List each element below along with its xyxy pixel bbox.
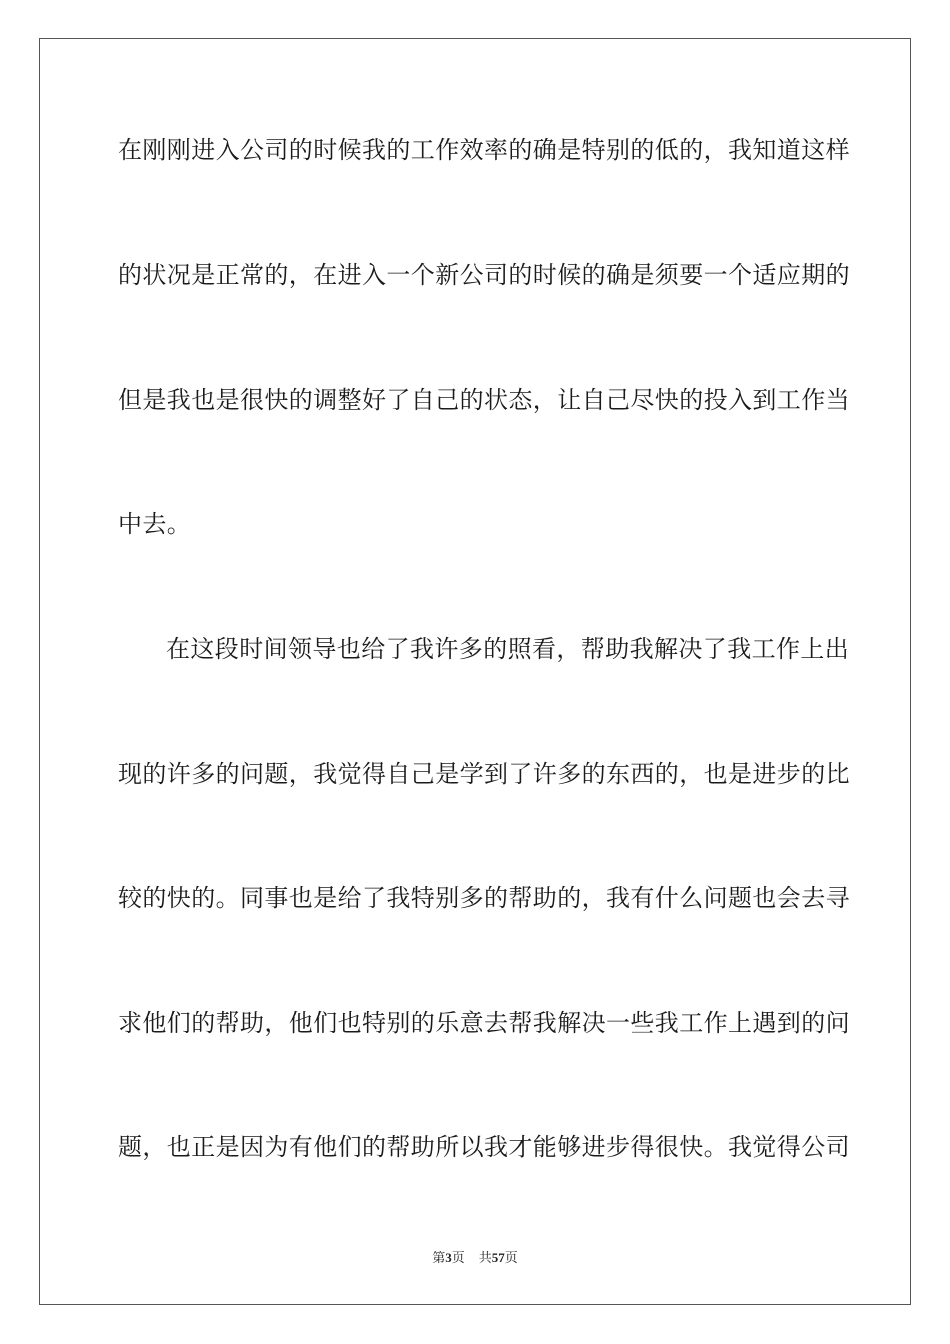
text-line: 较的快的。同事也是给了我特别多的帮助的，我有什么问题也会去寻 — [118, 884, 850, 912]
text-line: 求他们的帮助，他们也特别的乐意去帮我解决一些我工作上遇到的问 — [118, 1009, 850, 1037]
text-line: 的状况是正常的，在进入一个新公司的时候的确是须要一个适应期的 — [118, 261, 850, 289]
total-suffix: 页 — [504, 1250, 518, 1265]
page-footer — [0, 1250, 950, 1266]
paragraph-first-line: 在这段时间领导也给了我许多的照看，帮助我解决了我工作上出 — [166, 635, 850, 663]
page-border — [39, 38, 911, 1305]
page-suffix: 页 — [451, 1250, 465, 1265]
text-line: 但是我也是很快的调整好了自己的状态，让自己尽快的投入到工作当 — [118, 386, 850, 414]
total-prefix: 共 — [478, 1250, 492, 1265]
page-number: 3 — [445, 1250, 452, 1265]
page-prefix: 第 — [432, 1250, 446, 1265]
total-pages: 57 — [491, 1250, 505, 1265]
text-line: 在刚刚进入公司的时候我的工作效率的确是特别的低的，我知道这样 — [118, 136, 850, 164]
text-line: 中去。 — [118, 510, 192, 538]
text-line: 题，也正是因为有他们的帮助所以我才能够进步得很快。我觉得公司 — [118, 1133, 850, 1161]
text-line: 现的许多的问题，我觉得自己是学到了许多的东西的，也是进步的比 — [118, 760, 850, 788]
